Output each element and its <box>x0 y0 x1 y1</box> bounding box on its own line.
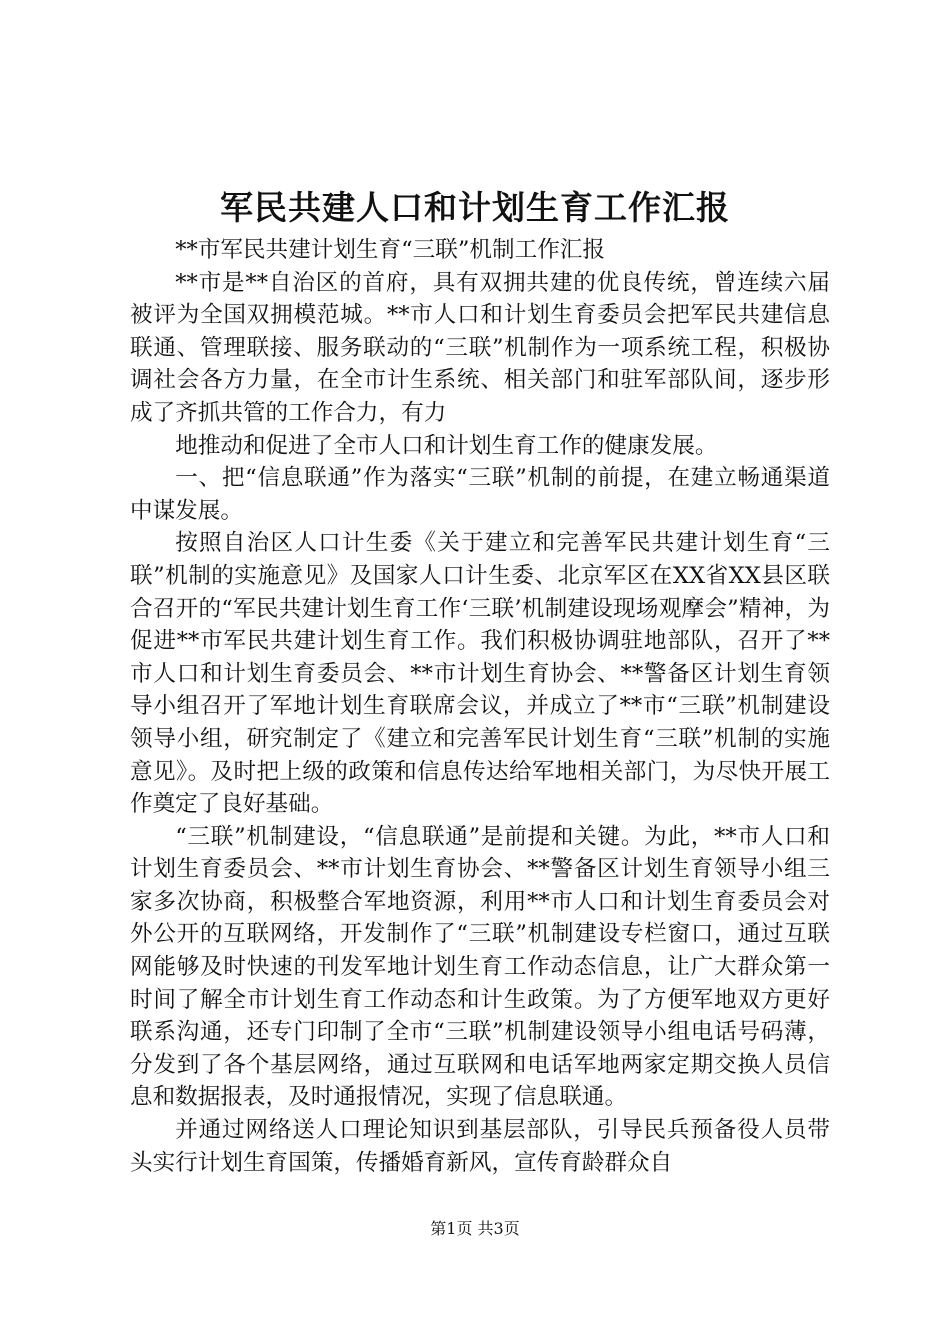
intro-paragraph: **市是**自治区的首府，具有双拥共建的优良传统，曾连续六届被评为全国双拥模范城。**市人口和计划生育委员会把军民共建信息联通、管理联接、服务联动的“三联”机制作为一项系统工程，积极协调社会各方力量，在全市计生系统、相关部门和驻军部队间，逐步形成了齐抓共管的工作合力，有力 <box>130 269 830 426</box>
body-paragraph: “三联”机制建设，“信息联通”是前提和关键。为此，**市人口和计划生育委员会、**市计划生育协会、**警备区计划生育领导小组三家多次协商，积极整合军地资源，利用**市人口和计划生育委员会对外公开的互联网络，开发制作了“三联”机制建设专栏窗口，通过互联网能够及时快速的刊发军地计划生育工作动态信息，让广大群众第一时间了解全市计划生育工作动态和计生政策。为了方便军地双方更好联系沟通，还专门印制了全市“三联”机制建设领导小组电话号码薄，分发到了各个基层网络，通过互联网和电话军地两家定期交换人员信息和数据报表，及时通报情况，实现了信息联通。 <box>130 823 830 1111</box>
document-body <box>130 234 830 1179</box>
document-title: 军民共建人口和计划生育工作汇报 <box>220 188 730 227</box>
page-footer: 第1页 共3页 <box>430 1219 520 1238</box>
body-paragraph: 按照自治区人口计生委《关于建立和完善军民共建计划生育“三联”机制的实施意见》及国家人口计生委、北京军区在XX省XX县区联合召开的“军民共建计划生育工作‘三联’机制建设现场观摩会”精神，为促进**市军民共建计划生育工作。我们积极协调驻地部队，召开了**市人口和计划生育委员会、**市计划生育协会、**警备区计划生育领导小组召开了军地计划生育联席会议，并成立了**市“三联”机制建设领导小组，研究制定了《建立和完善军民计划生育“三联”机制的实施意见》。及时把上级的政策和信息传达给军地相关部门，为尽快开展工作奠定了良好基础。 <box>130 530 830 818</box>
section-heading-1: 一、把“信息联通”作为落实“三联”机制的前提，在建立畅通渠道中谋发展。 <box>130 465 830 524</box>
intro-continuation-paragraph: 地推动和促进了全市人口和计划生育工作的健康发展。 <box>175 432 718 459</box>
subtitle-paragraph: **市军民共建计划生育“三联”机制工作汇报 <box>175 237 605 263</box>
body-paragraph: 并通过网络送人口理论知识到基层部队，引导民兵预备役人员带头实行计划生育国策，传播婚育新风，宣传育龄群众自 <box>130 1117 830 1176</box>
